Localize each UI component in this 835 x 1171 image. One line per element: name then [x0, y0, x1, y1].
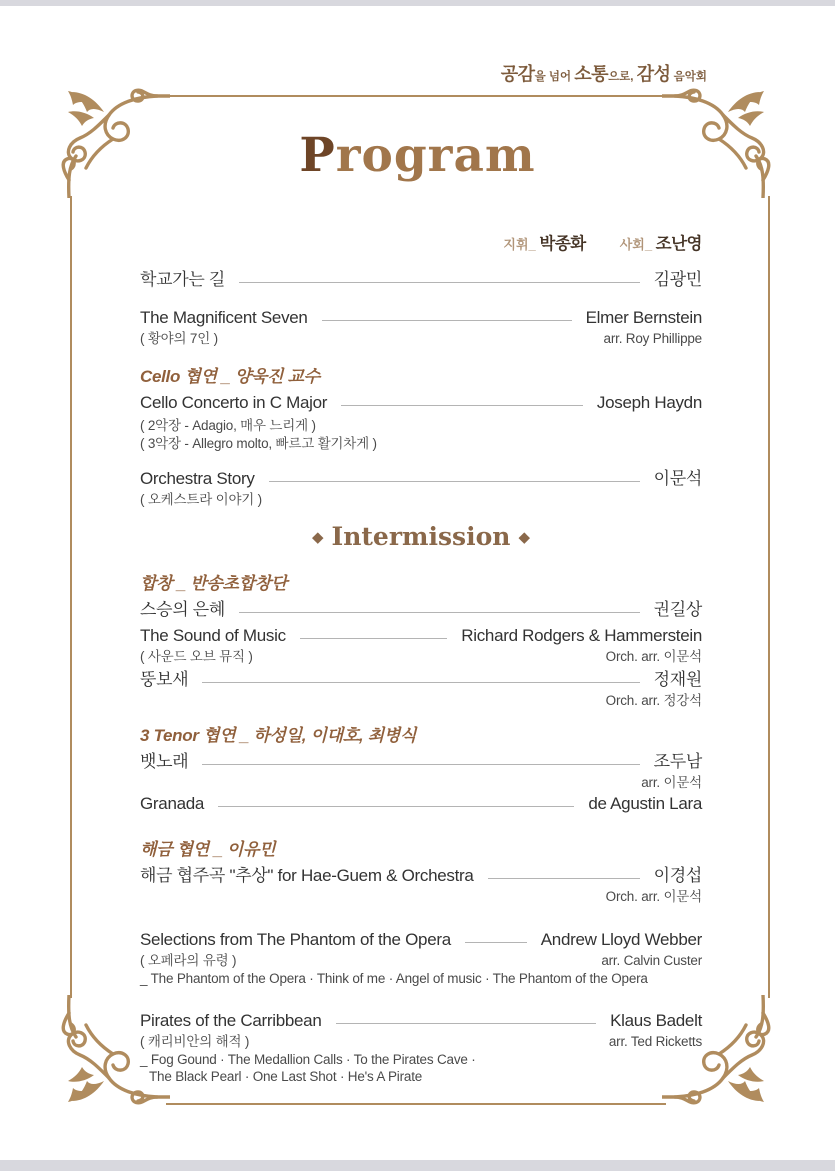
- arranger-credit: Orch. arr. 이문석: [605, 889, 702, 904]
- composer-name: Joseph Haydn: [596, 393, 702, 412]
- movement-note: ( 3악장 - Allegro molto, 빠르고 활기차게 ): [140, 436, 377, 451]
- slogan-particle: 으로,: [608, 71, 637, 83]
- leader-line: [202, 764, 639, 765]
- slogan-word: 감성: [636, 64, 671, 84]
- leader-line: [269, 481, 640, 482]
- piece-title: The Sound of Music: [140, 626, 286, 645]
- leader-line: [465, 942, 527, 943]
- arranger-credit: Orch. arr. 이문석: [605, 649, 702, 664]
- program-subrow: [140, 952, 702, 970]
- piece-subtitle: ( 오페라의 유령 ): [140, 953, 237, 968]
- composer-name: 이경섭: [653, 866, 702, 885]
- piece-subtitle: ( 사운드 오브 뮤직 ): [140, 649, 253, 664]
- program-subrow: [140, 1033, 702, 1051]
- leader-line: [218, 806, 574, 807]
- arranger-credit: arr. Roy Phillippe: [603, 331, 702, 346]
- piece-title: 해금 협주곡 "추상" for Hae-Guem & Orchestra: [140, 866, 474, 885]
- program-subrow: [140, 435, 702, 453]
- medley-track-list: _ The Phantom of the Opera · Think of me · Angel of music · The Phantom of the Opera: [140, 971, 648, 986]
- program-row: [140, 750, 702, 774]
- program-row: [140, 668, 702, 692]
- piece-subtitle: ( 캐리비안의 해적 ): [140, 1034, 250, 1049]
- page-title-rest: rogram: [335, 128, 536, 183]
- slogan-word: 공감: [500, 64, 535, 84]
- intermission-banner: [140, 522, 702, 555]
- program-row: [140, 306, 702, 330]
- frame-line-right: [768, 196, 770, 998]
- program-subrow: [140, 330, 702, 348]
- composer-name: 이문석: [653, 469, 702, 488]
- piece-title: 뚱보새: [140, 670, 189, 689]
- piece-title: Pirates of the Carribbean: [140, 1011, 322, 1030]
- slogan-word: 소통: [574, 64, 609, 84]
- movement-note: ( 2악장 - Adagio, 매우 느리게 ): [140, 418, 316, 433]
- program-row: [140, 792, 702, 816]
- composer-name: 권길상: [653, 600, 702, 619]
- frame-line-bottom: [166, 1103, 666, 1105]
- program-subrow: [140, 417, 702, 435]
- leader-line: [341, 405, 583, 406]
- piece-title: 뱃노래: [140, 752, 189, 771]
- section-heading-cello: Cello 협연 _ 양욱진 교수: [140, 367, 320, 386]
- composer-name: 정재원: [653, 670, 702, 689]
- leader-line: [202, 682, 639, 683]
- page-title-initial: P: [299, 128, 336, 183]
- frame-line-left: [70, 196, 72, 998]
- piece-title: Selections from The Phantom of the Opera: [140, 930, 451, 949]
- medley-track-list: _ Fog Gound · The Medallion Calls · To the Pirates Cave ·: [140, 1052, 476, 1067]
- conductor-name: 박종화: [539, 235, 586, 253]
- program-subrow: [140, 774, 702, 792]
- arranger-credit: arr. Ted Ricketts: [608, 1034, 702, 1049]
- photo-background-bottom: [0, 1160, 835, 1171]
- arranger-credit: arr. Calvin Custer: [601, 953, 702, 968]
- composer-name: 조두남: [653, 752, 702, 771]
- piece-title: Orchestra Story: [140, 469, 255, 488]
- piece-subtitle: ( 오케스트라 이야기 ): [140, 492, 262, 507]
- leader-line: [336, 1023, 597, 1024]
- program-row: [140, 624, 702, 648]
- diamond-icon: ◆: [518, 528, 531, 546]
- program-row: [140, 928, 702, 952]
- program-row: [140, 598, 702, 622]
- leader-line: [300, 638, 447, 639]
- section-heading-choir: 합창 _ 반송초합창단: [140, 574, 287, 593]
- composer-name: 김광민: [653, 270, 702, 289]
- piece-title: Granada: [140, 794, 205, 813]
- leader-line: [488, 878, 640, 879]
- composer-name: Elmer Bernstein: [585, 308, 702, 327]
- program-row: [140, 467, 702, 491]
- piece-title: Cello Concerto in C Major: [140, 393, 328, 412]
- program-row: [140, 864, 702, 888]
- leader-line: [239, 282, 640, 283]
- composer-name: Andrew Lloyd Webber: [540, 930, 702, 949]
- leader-line: [322, 320, 572, 321]
- intermission-label: Intermission: [331, 522, 511, 551]
- section-heading-tenor: 3 Tenor 협연 _ 하성일, 이대호, 최병식: [140, 726, 417, 745]
- program-row: [140, 391, 702, 415]
- medley-track-list: The Black Pearl · One Last Shot · He's A Pirate: [149, 1069, 423, 1084]
- piece-title: 학교가는 길: [140, 270, 226, 289]
- program-row: [140, 1009, 702, 1033]
- program-subrow: [140, 491, 702, 509]
- composer-name: Richard Rodgers & Hammerstein: [461, 626, 702, 645]
- program-subrow: [140, 692, 702, 710]
- leader-line: [239, 612, 640, 613]
- composer-name: Klaus Badelt: [610, 1011, 702, 1030]
- program-subrow: [140, 888, 702, 906]
- program-subrow: [140, 648, 702, 666]
- slogan-particle: 음악회: [670, 71, 707, 83]
- host-name: 조난영: [655, 235, 702, 253]
- arranger-credit: Orch. arr. 정강석: [605, 693, 702, 708]
- arranger-credit: arr. 이문석: [641, 775, 702, 790]
- diamond-icon: ◆: [311, 528, 324, 546]
- host-label: 사회_: [619, 237, 656, 252]
- conductor-label: 지휘_: [503, 237, 540, 252]
- piece-subtitle: ( 황야의 7인 ): [140, 331, 218, 346]
- program-row: [140, 268, 702, 292]
- section-heading-haegeum: 해금 협연 _ 이유민: [140, 840, 276, 859]
- program-list: [140, 0, 702, 1085]
- piece-title: 스승의 은혜: [140, 600, 226, 619]
- composer-name: de Agustin Lara: [588, 794, 702, 813]
- piece-title: The Magnificent Seven: [140, 308, 308, 327]
- slogan-particle: 을 넘어: [534, 71, 575, 83]
